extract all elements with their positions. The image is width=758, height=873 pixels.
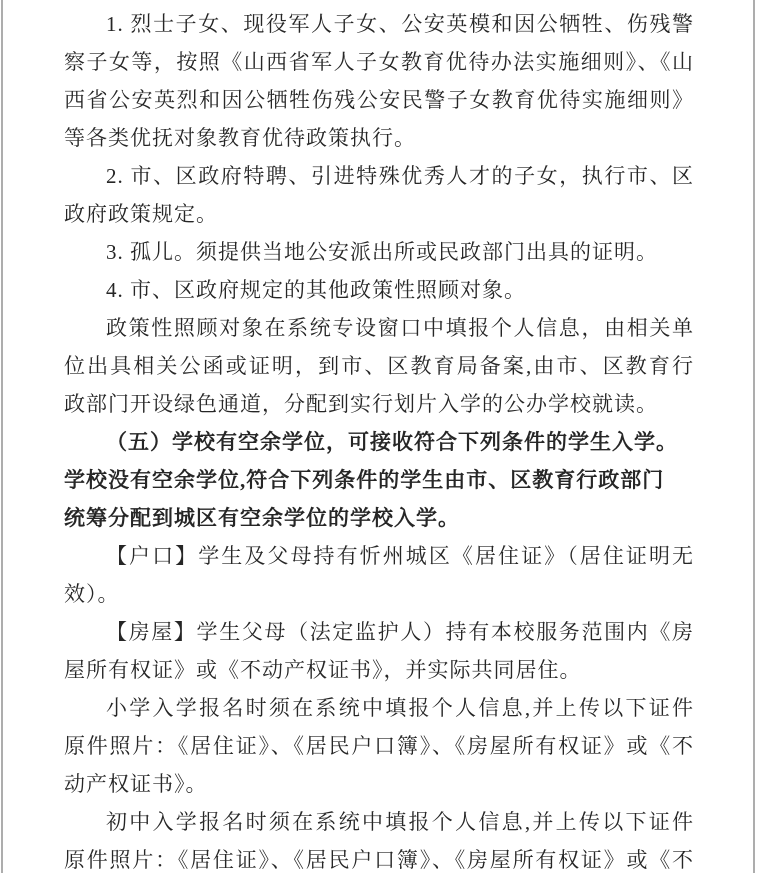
paragraph [64,271,694,309]
text-line: 初中入学报名时须在系统中填报个人信息,并上传以下证件 [106,810,694,834]
page-right-border [753,0,755,873]
text-line: 等各类优抚对象教育优待政策执行。 [64,126,416,150]
text-line: 屋所有权证》或《不动产权证书》，并实际共同居住。 [64,658,582,682]
paragraph [64,537,694,613]
paragraph [64,803,694,873]
text-line: 政策性照顾对象在系统专设窗口中填报个人信息，由相关单 [106,316,694,340]
paragraph [64,5,694,157]
document-content[interactable] [64,5,694,873]
text-line: 政部门开设绿色通道，分配到实行划片入学的公办学校就读。 [64,392,658,416]
text-line: 动产权证书》。 [64,772,208,796]
text-line: 2. 市、区政府特聘、引进特殊优秀人才的子女，执行市、区 [106,164,694,188]
text-line: 1. 烈士子女、现役军人子女、公安英模和因公牺牲、伤残警 [106,12,694,36]
text-line: 察子女等，按照《山西省军人子女教育优待办法实施细则》、《山 [64,50,694,74]
text-line: （五）学校有空余学位，可接收符合下列条件的学生入学。 [106,430,678,454]
page-left-border [1,0,3,873]
paragraph [64,309,694,423]
text-line: 政府政策规定。 [64,202,218,226]
text-line: 原件照片：《居住证》、《居民户口簿》、《房屋所有权证》或《不 [64,848,694,872]
text-line: 小学入学报名时须在系统中填报个人信息,并上传以下证件 [106,696,694,720]
text-line: 原件照片：《居住证》、《居民户口簿》、《房屋所有权证》或《不 [64,734,694,758]
paragraph [64,157,694,233]
paragraph [64,423,694,537]
text-line: 学校没有空余学位,符合下列条件的学生由市、区教育行政部门 [64,468,665,492]
text-line: 位出具相关公函或证明，到市、区教育局备案,由市、区教育行 [64,354,694,378]
text-line: 西省公安英烈和因公牺牲伤残公安民警子女教育优待实施细则》 [64,88,694,112]
text-line: 统筹分配到城区有空余学位的学校入学。 [64,506,460,530]
text-line: 【户口】学生及父母持有忻州城区《居住证》（居住证明无 [106,544,694,568]
paragraph [64,689,694,803]
text-line: 3. 孤儿。须提供当地公安派出所或民政部门出具的证明。 [106,240,658,264]
paragraph [64,613,694,689]
text-line: 【房屋】学生父母（法定监护人）持有本校服务范围内《房 [106,620,694,644]
text-line: 4. 市、区政府规定的其他政策性照顾对象。 [106,278,526,302]
paragraph [64,233,694,271]
text-line: 效）。 [64,582,120,606]
